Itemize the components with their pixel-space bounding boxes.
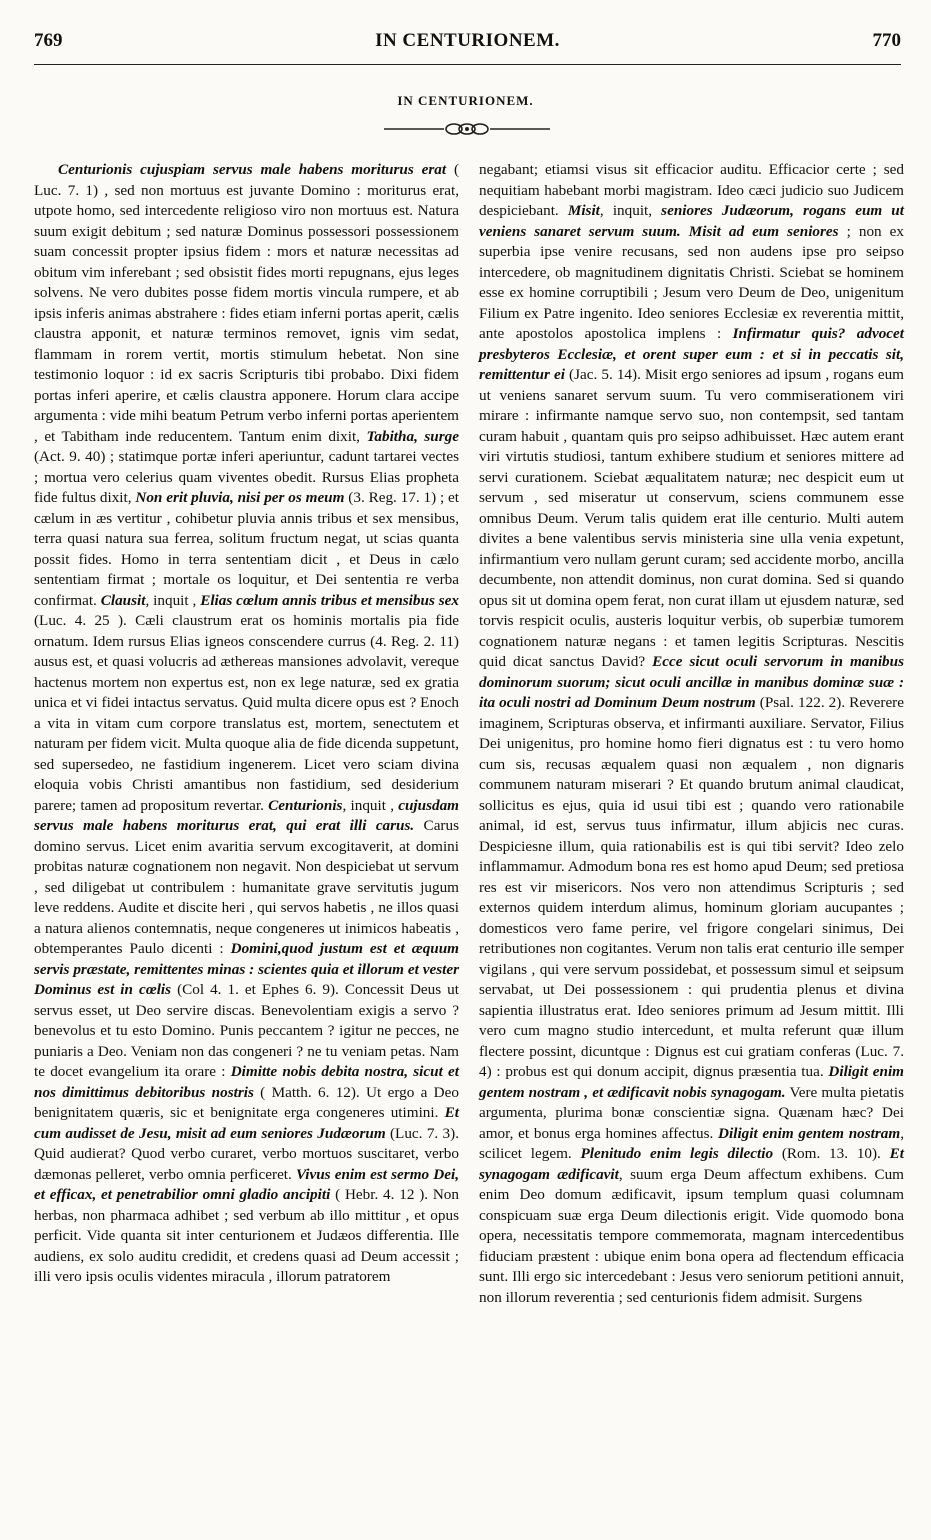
italic-quotation: Et cum audisset de Jesu, misit ad eum seniores Judæorum: [34, 1104, 459, 1142]
italic-quotation: Dimitte nobis debita nostra, sicut et nos dimittimus debitoribus nostris: [34, 1063, 459, 1101]
body-text: ( Hebr. 4. 12 ). Non herbas, non pharmaca adhibet ; sed verbum ab illo mittitur , et opus perficit. Vide quanta sit inter centurionem et Judæos differentia. Ille audiens, ex solo auditu credidit, et credens quasi ad Deum accessit ; illi vero ipsis oculis videntes miracula , illorum patratorem: [34, 1186, 459, 1285]
body-text: , inquit ,: [145, 591, 201, 609]
body-text: (3. Reg. 17. 1) ; et cælum in æs vertitur , cohibetur pluvia annis tribus et sex mensibus, terra quasi natura sua ferrea, solitum fructum negat, ut scias quanta possit fides. Homo in terra sententiam dicit , et Deus in cælo sententiam firmat ; mortale os loquitur, et Dei sententia re verba confirmat.: [34, 489, 459, 609]
running-head: [34, 30, 901, 62]
italic-quotation: cujusdam servus male habens moriturus erat, qui erat illi carus.: [34, 796, 459, 834]
italic-quotation: Plenitudo enim legis dilectio: [580, 1145, 774, 1162]
italic-quotation: Non erit pluvia, nisi per os meum: [135, 489, 345, 506]
body-text: (Rom. 13. 10).: [773, 1145, 890, 1162]
right-column: [479, 160, 904, 1308]
italic-quotation: Infirmatur quis? advocet presbyteros Ecclesiæ, et orent super eum : et si in peccatis sit, remittentur ei: [479, 325, 904, 383]
italic-quotation: Diligit enim gentem nostram: [718, 1124, 901, 1142]
italic-quotation: seniores Judæorum, rogans eum ut veniens sanaret servum suum. Misit ad eum seniores: [479, 202, 904, 240]
page-number-right: 770: [872, 30, 901, 51]
left-column: [34, 160, 459, 1288]
body-text: ( Luc. 7. 1) , sed non mortuus est juvante Domino : moriturus erat, utpote homo, sed intercedente religioso viro non mortuus est. Natura suum exigit debitum ; sed naturæ Dominus possessori possessionem suam concessit propter ipsius fidem : mors et naturæ necessitas ad obitum vim inferebant ; sed obsistit fides morti repugnans, ejus leges solvens. Ne vero dubites posse fidem mortis vincula rumpere, et ab ipsis inferis animas abstrahere : fides etiam inferni portas aperit, cælis claustra apponit, et naturæ terminos removet, ignis vim sedat, flammam in rorem vertit, mortis stimulum hebetat. Non sine testimonio loquor : id ex sacris Scripturis tibi probabo. Dixi fidem portas inferi aperire, et cælis claustra apponere. Horum clara accipe argumenta : vide mihi beatum Petrum verbo inferni portas aperientem , et Tabitham inde reducentem. Tantum enim dixit,: [34, 161, 460, 445]
italic-quotation: Et synagogam ædificavit: [479, 1145, 905, 1183]
italic-quotation: Tabitha, surge: [366, 427, 459, 445]
italic-quotation: Misit: [567, 202, 600, 219]
body-text: , inquit,: [599, 202, 662, 219]
body-text: ; non ex superbia ipse venire recusans, sed non audens ipse pro seipso intercedere, ob magnitudinem dignitatis Christi. Sciebat se hominem esse ex homine corruptibili ; Jesum vero Deum de Deo, unigenitum Filium ex Patre ingenito. Ideo seniores Ecclesiæ ex reverentia mittit, ante apostolos apostolica implens :: [479, 222, 904, 342]
italic-quotation: Ecce sicut oculi servorum in manibus dominorum suorum; sicut oculi ancillæ in manibus dominæ suæ : ita oculi nostri ad Dominum Deum nostrum: [479, 653, 904, 711]
body-text: (Act. 9. 40) ; statimque portæ inferi aperiuntur, cadunt tartarei vectes ; mortua vero celerius quam viventes obedit. Rursus Elias propheta fide fultus dixit,: [34, 448, 459, 506]
section-title: IN CENTURIONEM.: [397, 93, 534, 108]
header-rule: [34, 64, 901, 65]
italic-quotation: Clausit: [100, 591, 146, 609]
italic-quotation: Vivus enim est sermo Dei, et efficax, et penetrabilior omni gladio ancipiti: [34, 1165, 459, 1203]
body-text: Vere multa pietatis argumenta, plurima bonæ conscientiæ signa. Quænam hæc? Dei amor, et bonus erga homines affectus.: [479, 1083, 904, 1142]
body-text: , inquit ,: [342, 796, 399, 814]
body-text: Carus domino servus. Licet enim avaritia servum excogitaverit, at domini probitas naturæ cognationem non negavit. Non despiciebat ut servum , sed diligebat ut contribulem : humanitate grave servitutis jugum leve reddens. Audite et discite heri , qui servos habetis , ne illos quasi a natura alienos contemnatis, neque congeneres ut inimicos habeatis , obtemperantes Paulo dicenti :: [34, 817, 459, 957]
italic-quotation: Diligit enim gentem nostram , et ædificavit nobis synagogam.: [479, 1063, 904, 1101]
italic-quotation: Centurionis cujuspiam servus male habens moriturus erat: [58, 161, 447, 178]
italic-quotation: Domini,quod justum est et æquum servis præstate, remittentes minas : scientes quia et illorum et vester Dominus est in cœlis: [34, 940, 459, 998]
body-text: (Luc. 7. 3). Quid audierat? Quod verbo curaret, verbo mortuos suscitaret, verbo dæmonas pelleret, verbo omnia perficeret.: [34, 1124, 460, 1183]
body-text: ( Matth. 6. 12). Ut ergo a Deo benignitatem quæris, sic et benignitate erga congeneres utimini.: [34, 1083, 459, 1121]
page-number-left: 769: [34, 30, 63, 51]
body-text: (Col 4. 1. et Ephes 6. 9). Concessit Deus ut servus esset, ut Deo servire discas. Benevolentiam exigis a servo ? benevolus et tu esto Domino. Punis peccantem ? igitur ne pecces, ne puniaris a Deo. Veniam non das congeneri ? ne tu veniam petas. Nam te docet evangelium ita orare :: [34, 981, 459, 1080]
italic-quotation: Elias cœlum annis tribus et mensibus sex: [200, 591, 459, 609]
body-text: (Jac. 5. 14). Misit ergo seniores ad ipsum , rogans eum ut veniens sanaret servum suum. Tu vero commiserationem viri mirare : infirmante namque servo suo, non contempsit, sed tantam curam habuit , quantam quis pro seipso adhibuisset. Hæc autem erant viri virtutis studiosi, tantum exhibere studium et seniores mittere ad servi curationem. Sciebat æqualitatem naturæ; nec despicit eum ut servum , sed miseratur ut conservum, sciens communem esse omnibus Deum. Verum talis quidem erat ille centurio. Multi autem divites a bene valentibus servis ministeria sine ulla venia expetunt, infirmantium vero nullam gerunt curam; sed accidente morbo, ancilla decumbente, non attendit dominus, non curat domina. Sed si quando opus sit ut domina opem ferat, non curat illam ut ejusdem naturæ, sed torvis respicit oculis, austeris loquitur verbis, ob superbiæ tumorem cognationem naturæ negans : et tamen legitis Scripturas. Nescitis quid dicat sanctus David?: [479, 366, 904, 670]
ornament-divider: [382, 117, 552, 141]
italic-quotation: Centurionis: [268, 796, 343, 814]
body-text: (Luc. 4. 25 ). Cæli claustrum erat os hominis mortalis pia fide ornatum. Idem rursus Elias igneos conscendere currus (4. Reg. 2. 11) ausus est, et quasi volucris ad æthereas mansiones advolavit, vereque hactenus mortem non expertus est, non ex lege naturæ, sed ex gratia unica et vi fidei intactus servatus. Quid multa dicere opus est ? Enoch a vita in vitam cum corpore translatus est, mortem, senectutem et naturam per fidem vicit. Multa quoque alia de fide dicenda suppetunt, sed supersedeo, ne fastidium ingenerem. Licet vero sciam divina eloquia vobis Christi amantibus non fastidium, sed desiderium parere; tamen ad propositum revertar.: [34, 612, 459, 814]
body-text: (Psal. 122. 2). Reverere imaginem, Scripturas observa, et infirmanti auxiliare. Servator, Filius Dei unigenitus, pro homine homo fieri dignatus est : tu vero homo cum sis, recusas æqualem quasi non æqualem , non dignaris communem naturam miserari ? Et quando brutum animal claudicat, sollicitus es ejus, quia id usui tibi est ; quando vero rationabile animal, id est, servus tuus infirmatur, illum abjicis nec curas. Despiciesne illum, quia rationabilis est is qui tibi servit? Ideo zelo inflammamur. Admodum bona res est homo apud Deum; sed pretiosa res est vir misericors. Nos vero non attendimus Scripturis ; sed externos quidem interdum alimus, hominum gloriam aucupantes ; domesticos vero fame perire, vel frigore congelari sinimus, Dei retributiones non cogitantes. Verum non talis erat centurio ille semper vigilans , qui vere servum possidebat, et possessum simul et seipsum servabat, ut Dei possessionem : qui prudentia plenus et divina sapientia illustratus erat. Ideo seniores primum ad Jesum mittit. Illi vero cum magno studio intercedunt, et multa referunt quæ illum flectere possint, dicuntque : Dignus est cui gratiam conferas (Luc. 7. 4) : probus est qui donum accipit, dignus præsentia tua.: [479, 694, 904, 1080]
body-text: , scilicet legem.: [479, 1124, 904, 1162]
body-text: , suum erga Deum affectum exhibens. Cum enim Deo domum ædificavit, ipsum templum quasi columnam conspicuam suæ erga Deum dilectionis erigit. Vide quomodo bona opera, necessitatis tempore commemorata, magnam intercedentibus fiduciam præstent : ubique enim bona opera ad flectendum efficacia sunt. Illi ergo sic intercedebant : Jesus vero seniorum petitioni annuit, non illorum reverentia ; sed centurionis fidem admisit. Surgens: [479, 1165, 904, 1306]
running-title: IN CENTURIONEM.: [375, 30, 560, 51]
body-text: negabant; etiamsi visus sit efficacior auditu. Efficacior certe ; sed nequitiam habebant morbi magistram. Ideo cæci judicio suo Judicem despiciebant.: [479, 161, 904, 219]
